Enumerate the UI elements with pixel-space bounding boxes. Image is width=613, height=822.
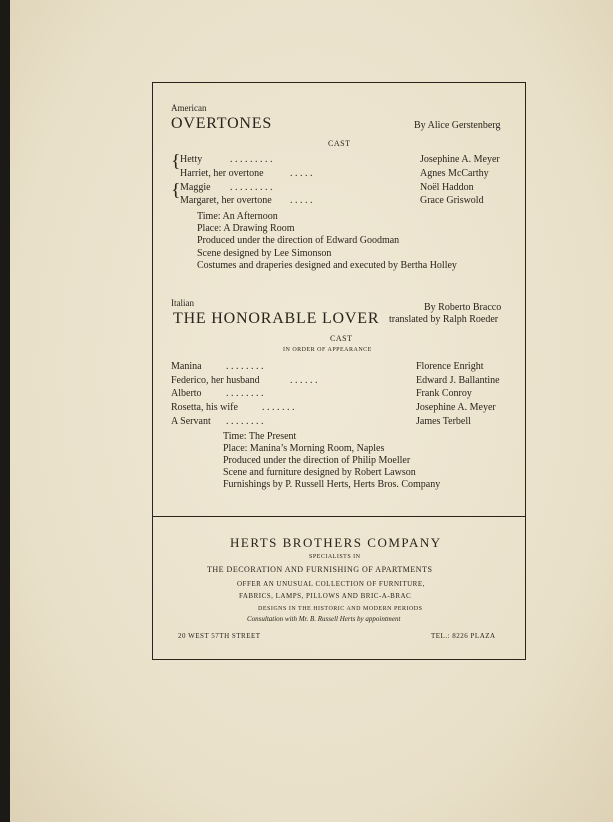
play1-actor-2: Agnes McCarthy bbox=[420, 168, 489, 179]
play1-actor-3: Noël Haddon bbox=[420, 182, 474, 193]
play2-note-1: Time: The Present bbox=[223, 431, 297, 442]
play1-role-3: Maggie bbox=[180, 182, 211, 193]
ad-collection: OFFER AN UNUSUAL COLLECTION OF FURNITURE, bbox=[237, 580, 425, 588]
play2-dots-3: . . . . . . . . bbox=[226, 388, 264, 399]
play1-actor-4: Grace Griswold bbox=[420, 195, 484, 206]
play2-role-5: A Servant bbox=[171, 416, 211, 427]
play1-note-1: Time: An Afternoon bbox=[197, 211, 278, 222]
play2-note-5: Furnishings by P. Russell Herts, Herts Bros. Company bbox=[223, 479, 441, 490]
play2-dots-1: . . . . . . . . bbox=[226, 361, 264, 372]
play1-title: OVERTONES bbox=[171, 115, 273, 132]
brace-maggie-pair: { bbox=[171, 180, 181, 200]
play1-dots-4: . . . . . bbox=[290, 195, 313, 206]
play1-dots-2: . . . . . bbox=[290, 168, 313, 179]
ad-phone: TEL.: 8226 PLAZA bbox=[431, 632, 496, 640]
play2-actor-4: Josephine A. Meyer bbox=[416, 402, 496, 413]
play2-note-2: Place: Manina’s Morning Room, Naples bbox=[223, 443, 385, 454]
ad-consultation: Consultation with Mr. B. Russell Herts by appointment bbox=[247, 615, 401, 623]
ad-company-name: HERTS BROTHERS COMPANY bbox=[230, 535, 442, 550]
play2-role-1: Manina bbox=[171, 361, 202, 372]
play1-origin: American bbox=[171, 103, 207, 113]
advertisement-divider bbox=[152, 516, 526, 517]
play2-actor-5: James Terbell bbox=[416, 416, 471, 427]
play1-actor-1: Josephine A. Meyer bbox=[420, 154, 500, 165]
play2-dots-5: . . . . . . . . bbox=[226, 416, 264, 427]
play2-actor-3: Frank Conroy bbox=[416, 388, 472, 399]
play2-origin: Italian bbox=[171, 298, 194, 308]
play2-note-4: Scene and furniture designed by Robert Lawson bbox=[223, 467, 416, 478]
play2-cast-subheading: IN ORDER OF APPEARANCE bbox=[283, 347, 372, 353]
play1-cast-heading: CAST bbox=[328, 139, 351, 148]
play2-title: THE HONORABLE LOVER bbox=[173, 310, 380, 327]
ad-specialists: SPECIALISTS IN bbox=[309, 554, 361, 560]
ad-items: FABRICS, LAMPS, PILLOWS AND BRIC-A-BRAC bbox=[239, 592, 412, 600]
ad-periods: DESIGNS IN THE HISTORIC AND MODERN PERIODS bbox=[258, 606, 423, 612]
play2-translator: translated by Ralph Roeder bbox=[389, 314, 499, 325]
play1-note-2: Place: A Drawing Room bbox=[197, 223, 295, 234]
play1-note-4: Scene designed by Lee Simonson bbox=[197, 248, 332, 259]
ad-address: 20 WEST 57TH STREET bbox=[178, 632, 261, 640]
play1-note-3: Produced under the direction of Edward Goodman bbox=[197, 235, 400, 246]
play2-cast-heading: CAST bbox=[330, 334, 353, 343]
play2-role-2: Federico, her husband bbox=[171, 375, 260, 386]
play2-dots-2: . . . . . . bbox=[290, 375, 318, 386]
play2-author: By Roberto Bracco bbox=[424, 302, 502, 313]
play1-note-5: Costumes and draperies designed and executed by Bertha Holley bbox=[197, 260, 457, 271]
play2-dots-4: . . . . . . . bbox=[262, 402, 295, 413]
play1-author: By Alice Gerstenberg bbox=[414, 120, 501, 131]
play1-role-4: Margaret, her overtone bbox=[180, 195, 272, 206]
play2-role-4: Rosetta, his wife bbox=[171, 402, 238, 413]
play2-actor-2: Edward J. Ballantine bbox=[416, 375, 500, 386]
play1-role-2: Harriet, her overtone bbox=[180, 168, 264, 179]
ad-decoration: THE DECORATION AND FURNISHING OF APARTMENTS bbox=[207, 565, 433, 574]
play2-role-3: Alberto bbox=[171, 388, 202, 399]
brace-hetty-pair: { bbox=[171, 151, 181, 171]
play2-note-3: Produced under the direction of Philip Moeller bbox=[223, 455, 411, 466]
play1-role-1: Hetty bbox=[180, 154, 203, 165]
play2-actor-1: Florence Enright bbox=[416, 361, 484, 372]
play1-dots-3: . . . . . . . . . bbox=[230, 182, 273, 193]
play1-dots-1: . . . . . . . . . bbox=[230, 154, 273, 165]
